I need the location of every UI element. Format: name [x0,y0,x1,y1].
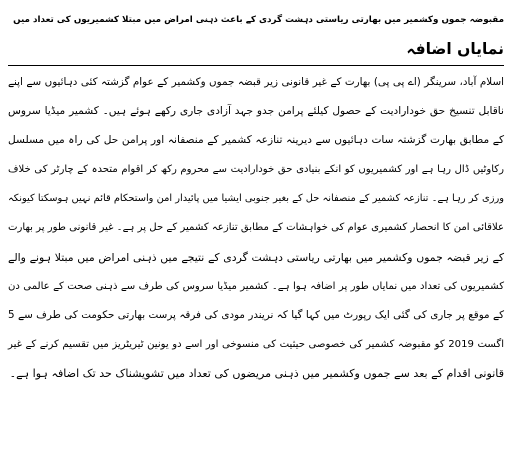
body-line: علاقائی امن کا انحصار کشمیری عوام کی خواہشات کے مطابق تنازعہ کشمیر کے حل پر ہے۔ غیر قانونی طور پر بھارت [8,222,504,234]
headline-divider [8,65,504,66]
body-line: ورزی کر رہا ہے۔ تنازعہ کشمیر کے منصفانہ حل کے بغیر جنوبی ایشیا میں پائیدار امن واستحکام قائم نہیں ہوسکتا کیونکہ [8,193,504,205]
article-headline-line-1: مقبوضہ جموں وکشمیر میں بھارتی ریاستی دہشت گردی کے باعث ذہنی امراض میں مبتلا کشمیریوں کی تعداد میں [13,15,504,25]
body-line: کشمیریوں کی تعداد میں نمایاں طور پر اضافہ ہوا ہے۔ کشمیر میڈیا سروس کی طرف سے ذہنی صحت کے عالمی دن [8,280,504,292]
body-line: ناقابل تنسیخ حق خودارادیت کے حصول کیلئے پرامن جدو جہد آزادی جاری رکھے ہوئے ہیں۔ کشمیر میڈیا سروس [8,105,504,118]
body-line: اگست 2019 کو مقبوضہ کشمیر کی خصوصی حیثیت کی منسوخی اور اسے دو یونین ٹیریٹریز میں تقسیم کرنے کے غیر [8,338,505,350]
article-body [8,68,504,388]
body-line: کے مطابق بھارت گزشتہ سات دہائیوں سے دیرینہ تنازعہ کشمیر کے منصفانہ اور پرامن حل کی راہ میں مسلسل [8,134,504,147]
body-line: قانونی اقدام کے بعد سے جموں وکشمیر میں ذہنی مریضوں کی تعداد میں تشویشناک حد تک اضافہ ہوا ہے۔ [9,366,504,380]
body-line: کے زیر قبضہ جموں وکشمیر میں بھارتی ریاستی دہشت گردی کے نتیجے میں ذہنی امراض میں مبتلا ہونے والے [8,250,504,264]
body-line: کے موقع پر جاری کی گئی ایک رپورٹ میں کہا گیا کہ نریندر مودی کی فرقہ پرست بھارتی حکومت کی طرف سے 5 [8,308,504,321]
body-line: اسلام آباد، سرینگر (اے پی پی) بھارت کے غیر قانونی زیر قبضہ جموں وکشمیر کے عوام گزشتہ کئی دہائیوں سے اپنے [8,76,504,88]
body-line: رکاوٹیں ڈال رہا ہے اور کشمیریوں کو انکے بنیادی حق خودارادیت سے محروم رکھ کر اقوام متحدہ کے چارٹر کی خلاف [8,164,504,176]
article-headline-line-2: نمایاں اضافہ [406,40,504,58]
